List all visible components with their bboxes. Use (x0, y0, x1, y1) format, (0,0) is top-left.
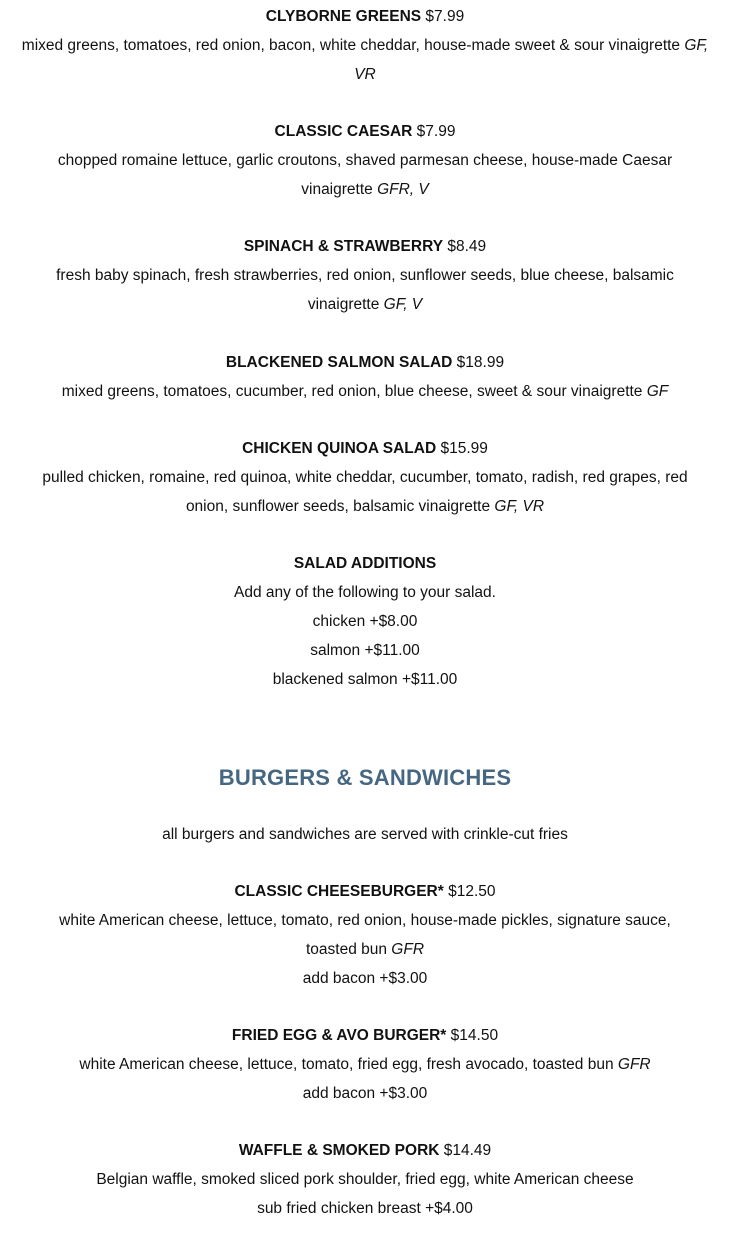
addition-item-blackened-salmon (0, 665, 730, 694)
item-description: white American cheese, lettuce, tomato, fried egg, fresh avocado, toasted bun (79, 1056, 614, 1073)
item-description: mixed greens, tomatoes, red onion, bacon, white cheddar, house-made sweet & sour vinaigrette (21, 37, 681, 54)
burgers-intro (0, 820, 730, 849)
addition-label: chicken + (312, 613, 379, 630)
item-extra (0, 964, 730, 993)
item-name: CLASSIC CHEESEBURGER* (234, 883, 444, 900)
dietary-tags: GF (646, 383, 669, 400)
additions-title: SALAD ADDITIONS (293, 555, 437, 572)
menu-item-chicken-quinoa-salad (0, 434, 730, 521)
item-price: $14.50 (450, 1027, 499, 1044)
salad-additions (0, 549, 730, 694)
item-name: FRIED EGG & AVO BURGER* (231, 1027, 447, 1044)
item-extra (0, 1194, 730, 1223)
extra-label: sub fried chicken breast + (257, 1200, 435, 1217)
addition-price: $11.00 (373, 642, 420, 659)
section-heading-burgers: BURGERS & SANDWICHES (218, 765, 512, 790)
extra-label: add bacon + (302, 1085, 389, 1102)
item-price: $12.50 (448, 883, 496, 900)
item-price: $7.99 (416, 123, 456, 140)
addition-label: blackened salmon + (272, 671, 412, 688)
menu-item-fried-egg-avo-burger (0, 1021, 730, 1108)
item-name: CLASSIC CAESAR (274, 123, 413, 140)
additions-intro: Add any of the following to your salad. (234, 584, 496, 601)
menu-item-classic-cheeseburger (0, 877, 730, 993)
item-price: $8.49 (447, 238, 487, 255)
item-name: SPINACH & STRAWBERRY (243, 238, 444, 255)
item-name: WAFFLE & SMOKED PORK (238, 1142, 440, 1159)
dietary-tags: GF, VR (494, 498, 545, 515)
item-description: pulled chicken, romaine, red quinoa, white cheddar, cucumber, tomato, radish, red grapes, red onion, sunflower seeds, balsamic vinaigrette (42, 469, 688, 515)
item-name: CHICKEN QUINOA SALAD (242, 440, 437, 457)
menu-item-classic-caesar (0, 117, 730, 204)
addition-price: $11.00 (411, 671, 458, 688)
extra-price: $3.00 (388, 1085, 428, 1102)
dietary-tags: GF, V (383, 296, 423, 313)
extra-price: $3.00 (388, 970, 428, 987)
item-name: BLACKENED SALMON SALAD (225, 354, 453, 371)
dietary-tags: GFR, V (377, 181, 429, 198)
addition-item-salmon (0, 636, 730, 665)
menu-item-blackened-salmon-salad (0, 348, 730, 406)
addition-label: salmon + (310, 642, 374, 659)
section-intro: all burgers and sandwiches are served with crinkle-cut fries (162, 826, 568, 843)
item-description: white American cheese, lettuce, tomato, red onion, house-made pickles, signature sauce, toasted bun (59, 912, 671, 958)
dietary-tags: GF, VR (354, 37, 709, 83)
addition-item-chicken (0, 607, 730, 636)
item-description: chopped romaine lettuce, garlic croutons, shaved parmesan cheese, house-made Caesar vinaigrette (57, 152, 673, 198)
item-extra (0, 1079, 730, 1108)
extra-price: $4.00 (434, 1200, 473, 1217)
item-price: $14.49 (443, 1142, 492, 1159)
menu-item-spinach-strawberry (0, 232, 730, 319)
item-description: mixed greens, tomatoes, cucumber, red onion, blue cheese, sweet & sour vinaigrette (61, 383, 643, 400)
item-price: $18.99 (456, 354, 505, 371)
menu-item-clyborne-greens (0, 2, 730, 89)
menu-item-waffle-smoked-pork (0, 1136, 730, 1223)
dietary-tags: GFR (617, 1056, 651, 1073)
item-price: $15.99 (440, 440, 488, 457)
item-name: CLYBORNE GREENS (265, 8, 422, 25)
item-price: $7.99 (425, 8, 465, 25)
item-description: Belgian waffle, smoked sliced pork shoulder, fried egg, white American cheese (96, 1171, 634, 1188)
addition-price: $8.00 (378, 613, 418, 630)
extra-label: add bacon + (302, 970, 389, 987)
item-description: fresh baby spinach, fresh strawberries, red onion, sunflower seeds, blue cheese, balsamic vinaigrette (56, 267, 674, 313)
dietary-tags: GFR (391, 941, 425, 958)
